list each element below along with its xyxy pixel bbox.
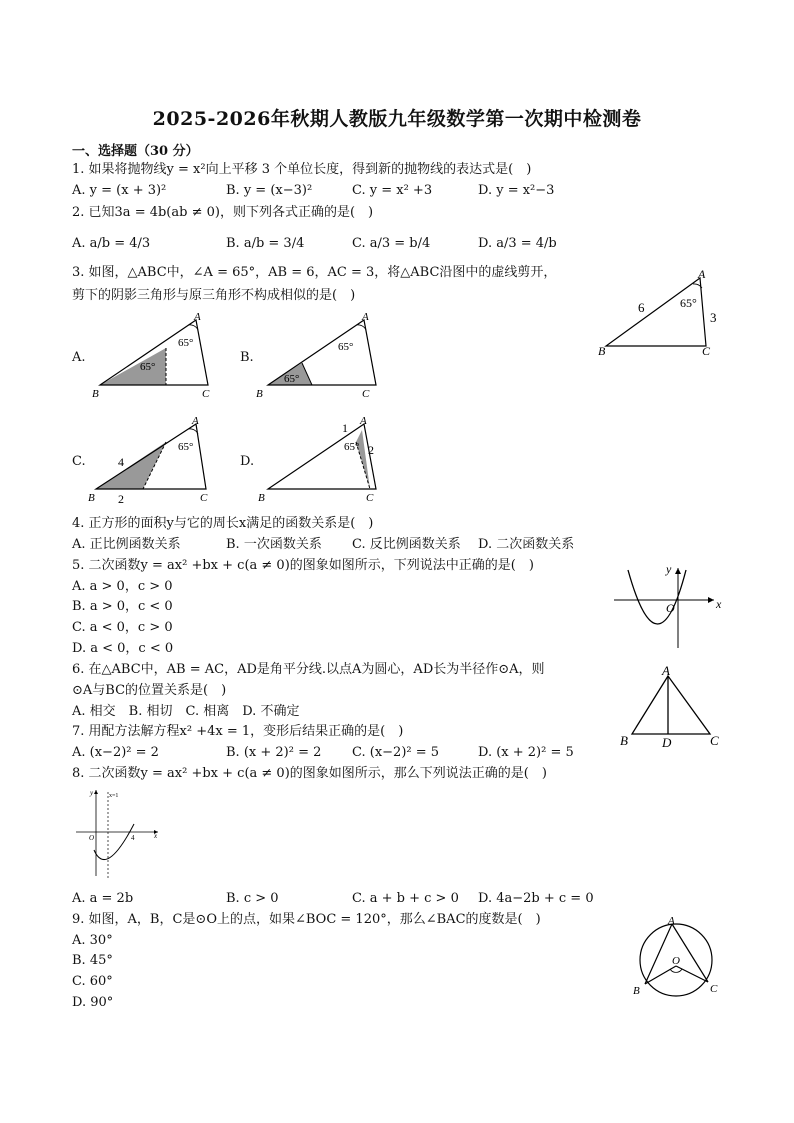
q9-stem: 9. 如图，A，B，C是⊙O上的点，如果∠BOC = 120°，那么∠BAC的度数是( ) <box>72 912 541 927</box>
section-heading: 一、选择题（30 分） <box>72 144 199 159</box>
q6-label-c: C <box>710 733 719 748</box>
opt-d-label-c: C <box>366 492 374 504</box>
q6-label-a: A <box>662 664 670 678</box>
opt-a-label-c: C <box>202 388 210 400</box>
q8-option-c[interactable]: C. a + b + c > 0 <box>352 891 459 906</box>
q9-option-a[interactable]: A. 30° <box>72 933 113 948</box>
ref-angle: 65° <box>680 296 697 310</box>
q3-stem-line2: 剪下的阴影三角形与原三角形不构成相似的是( ) <box>72 288 356 303</box>
q9-label-a: A <box>668 915 675 927</box>
q8-parabola-graph <box>72 786 167 881</box>
q5-option-a[interactable]: A. a > 0，c > 0 <box>72 579 173 594</box>
q3-option-a-label[interactable]: A. <box>72 350 86 365</box>
q3-option-c-figure[interactable] <box>88 412 223 507</box>
opt-c-label-c: C <box>200 492 208 504</box>
opt-a-label-a: A <box>194 311 201 323</box>
q9-option-b[interactable]: B. 45° <box>72 953 113 968</box>
q2-stem: 2. 已知3a = 4b(ab ≠ 0)，则下列各式正确的是( ) <box>72 205 374 220</box>
q1-option-b[interactable]: B. y = (x−3)² <box>226 183 313 198</box>
q6-stem-line1: 6. 在△ABC中，AB = AC，AD是角平分线.以点A为圆心，AD长为半径作⊙A，则 <box>72 662 545 677</box>
q3-stem-line1: 3. 如图，△ABC中，∠A = 65°，AB = 6，AC = 3，将△ABC沿图中的虚线剪开， <box>72 265 557 280</box>
q9-circle-figure <box>628 914 728 1004</box>
opt-a-angle-top: 65° <box>178 337 194 349</box>
q9-label-c: C <box>710 983 718 995</box>
q5-option-b[interactable]: B. a > 0，c < 0 <box>72 599 173 614</box>
q7-option-a[interactable]: A. (x−2)² = 2 <box>72 745 159 760</box>
ref-side-ab: 6 <box>638 300 645 315</box>
q2-option-a[interactable]: A. a/b = 4/3 <box>72 236 151 251</box>
q1-option-c[interactable]: C. y = x² +3 <box>352 183 433 198</box>
q9-label-b: B <box>633 985 640 997</box>
opt-b-label-a: A <box>362 311 369 323</box>
opt-b-label-c: C <box>362 388 370 400</box>
q5-origin-label: O <box>666 601 675 615</box>
q9-option-c[interactable]: C. 60° <box>72 974 113 989</box>
q3-option-c-label[interactable]: C. <box>72 454 86 469</box>
q8-x-label: x <box>154 832 158 840</box>
q2-option-d[interactable]: D. a/3 = 4/b <box>478 236 557 251</box>
ref-label-c: C <box>702 344 711 358</box>
q6-stem-line2: ⊙A与BC的位置关系是( ) <box>72 683 227 698</box>
q5-x-label: x <box>716 597 722 611</box>
q8-option-d[interactable]: D. 4a−2b + c = 0 <box>478 891 594 906</box>
q4-option-c[interactable]: C. 反比例函数关系 <box>352 537 461 552</box>
q4-stem: 4. 正方形的面积y与它的周长x满足的函数关系是( ) <box>72 516 374 531</box>
q8-option-b[interactable]: B. c > 0 <box>226 891 279 906</box>
q3-option-d-figure[interactable] <box>256 412 391 507</box>
q8-axis-label: x=1 <box>109 793 119 799</box>
opt-c-side-4: 4 <box>118 455 124 469</box>
q7-stem: 7. 用配方法解方程x² +4x = 1，变形后结果正确的是( ) <box>72 724 404 739</box>
q4-option-d[interactable]: D. 二次函数关系 <box>478 537 575 552</box>
opt-b-angle-cut: 65° <box>284 373 300 385</box>
q6-label-b: B <box>620 733 628 748</box>
q4-option-a[interactable]: A. 正比例函数关系 <box>72 537 181 552</box>
opt-d-angle: 65° <box>344 441 360 453</box>
opt-c-label-b: B <box>88 492 95 504</box>
q7-option-d[interactable]: D. (x + 2)² = 5 <box>478 745 574 760</box>
q6-label-d: D <box>662 735 672 750</box>
opt-c-angle: 65° <box>178 441 194 453</box>
q3-reference-triangle <box>590 266 730 361</box>
q2-option-b[interactable]: B. a/b = 3/4 <box>226 236 305 251</box>
opt-d-side-1: 1 <box>342 421 348 435</box>
q2-option-c[interactable]: C. a/3 = b/4 <box>352 236 431 251</box>
opt-c-side-2: 2 <box>118 492 124 506</box>
q9-label-o: O <box>672 955 680 967</box>
opt-d-label-b: B <box>258 492 265 504</box>
opt-c-label-a: A <box>192 415 199 427</box>
q8-stem: 8. 二次函数y = ax² +bx + c(a ≠ 0)的图象如图所示，那么下列说法正确的是( ) <box>72 766 547 781</box>
q8-origin-label: O <box>89 834 95 842</box>
q7-option-c[interactable]: C. (x−2)² = 5 <box>352 745 440 760</box>
opt-b-angle-top: 65° <box>338 341 354 353</box>
q5-parabola-graph <box>606 560 726 652</box>
ref-side-ac: 3 <box>710 310 717 325</box>
q5-option-c[interactable]: C. a < 0，c > 0 <box>72 620 173 635</box>
page-title: 2025-2026年秋期人教版九年级数学第一次期中检测卷 <box>152 108 642 130</box>
q8-tick-4: 4 <box>131 834 135 842</box>
q6-options[interactable]: A. 相交 B. 相切 C. 相离 D. 不确定 <box>72 704 300 719</box>
q5-option-d[interactable]: D. a < 0，c < 0 <box>72 641 174 656</box>
opt-d-label-a: A <box>360 415 367 427</box>
q6-isosceles-triangle <box>616 664 726 750</box>
q5-stem: 5. 二次函数y = ax² +bx + c(a ≠ 0)的图象如图所示，下列说法中正确的是( ) <box>72 558 534 573</box>
q1-option-d[interactable]: D. y = x²−3 <box>478 183 555 198</box>
q3-option-a-figure[interactable] <box>88 308 223 403</box>
opt-a-angle-cut: 65° <box>140 361 156 373</box>
q1-option-a[interactable]: A. y = (x + 3)² <box>72 183 167 198</box>
opt-d-side-2: 2 <box>368 443 374 457</box>
q5-y-label: y <box>666 562 672 576</box>
ref-label-b: B <box>598 344 606 358</box>
ref-label-a: A <box>698 267 706 281</box>
q3-option-b-label[interactable]: B. <box>240 350 254 365</box>
q1-stem: 1. 如果将抛物线y = x²向上平移 3 个单位长度，得到新的抛物线的表达式是( ) <box>72 162 532 177</box>
opt-b-label-b: B <box>256 388 263 400</box>
q4-option-b[interactable]: B. 一次函数关系 <box>226 537 322 552</box>
q8-y-label: y <box>90 789 94 797</box>
q8-option-a[interactable]: A. a = 2b <box>72 891 134 906</box>
q9-option-d[interactable]: D. 90° <box>72 995 114 1010</box>
q3-option-d-label[interactable]: D. <box>240 454 255 469</box>
q7-option-b[interactable]: B. (x + 2)² = 2 <box>226 745 322 760</box>
q3-option-b-figure[interactable] <box>256 308 391 403</box>
opt-a-label-b: B <box>92 388 99 400</box>
